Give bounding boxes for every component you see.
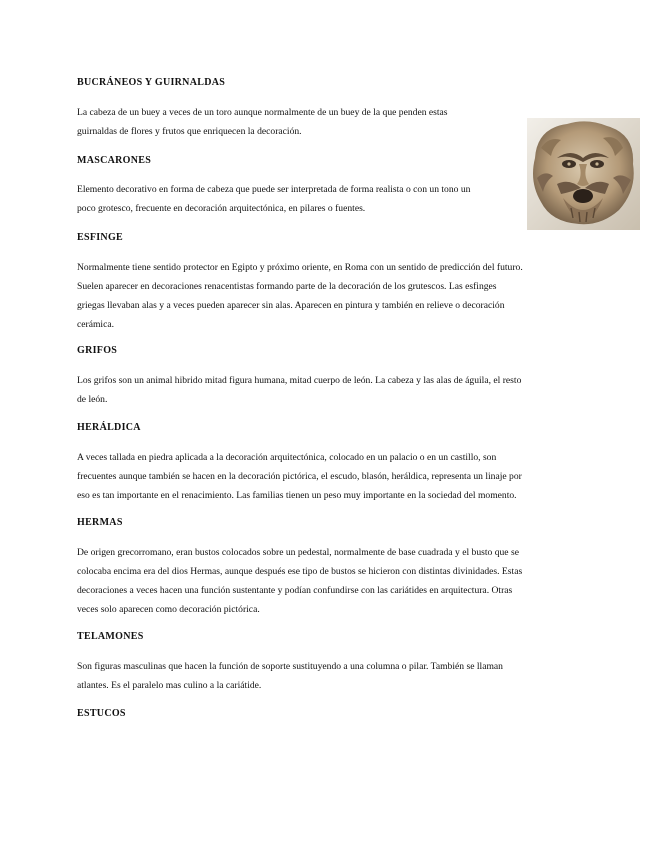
text-line: frecuentes aunque también se hacen en la decoración pictórica, el escudo, blasón, heráldica, representa un linaje por — [77, 471, 522, 482]
heading-bucraneos: BUCRÁNEOS Y GUIRNALDAS — [77, 77, 226, 88]
paragraph-esfinge — [77, 258, 523, 334]
text-line: Los grifos son un animal hibrido mitad figura humana, mitad cuerpo de león. La cabeza y las alas de águila, el resto — [77, 375, 522, 386]
heading-hermas: HERMAS — [77, 517, 123, 528]
text-line: griegas llevaban alas y a veces pueden aparecer sin alas. Aparecen en pintura y también en relieve o decoración — [77, 300, 505, 311]
text-line: eso es tan importante en el renacimiento. Las familias tienen un peso muy importante en la sociedad del momento. — [77, 490, 517, 501]
text-line: decoraciones a veces hacen una función sustentante y podían confundirse con las cariátides en arquitectura. Otras — [77, 585, 513, 596]
heading-telamones: TELAMONES — [77, 631, 144, 642]
text-line: A veces tallada en piedra aplicada a la decoración arquitectónica, colocado en un palacio o en un castillo, son — [77, 452, 497, 463]
text-line: atlantes. Es el paralelo mas culino a la cariátide. — [77, 680, 262, 691]
heading-grifos: GRIFOS — [77, 345, 118, 356]
paragraph-hermas — [77, 543, 522, 619]
paragraph-mascarones — [77, 180, 470, 218]
paragraph-telamones — [77, 657, 503, 695]
text-line: de león. — [77, 394, 108, 405]
heading-heraldica: HERÁLDICA — [77, 422, 141, 433]
text-line: Elemento decorativo en forma de cabeza que puede ser interpretada de forma realista o con un tono un — [77, 184, 471, 195]
heading-esfinge: ESFINGE — [77, 232, 124, 243]
heading-estucos: ESTUCOS — [77, 708, 126, 719]
paragraph-heraldica — [77, 448, 522, 505]
paragraph-grifos — [77, 371, 521, 409]
heading-mascarones: MASCARONES — [77, 155, 152, 166]
text-line: colocaba encima era del dios Hermas, aunque después ese tipo de bustos se hicieron con distintas divinidades. Estas — [77, 566, 523, 577]
text-line: De origen grecorromano, eran bustos colocados sobre un pedestal, normalmente de base cuadrada y el busto que se — [77, 547, 519, 558]
text-line: La cabeza de un buey a veces de un toro aunque normalmente de un buey de la que penden estas — [77, 107, 448, 118]
text-line: guirnaldas de flores y frutos que enriquecen la decoración. — [77, 126, 302, 137]
text-line: poco grotesco, frecuente en decoración arquitectónica, en pilares o fuentes. — [77, 203, 366, 214]
text-line: veces solo aparecen como decoración pictórica. — [77, 604, 260, 615]
text-line: Normalmente tiene sentido protector en Egipto y próximo oriente, en Roma con un sentido de predicción del futuro. — [77, 262, 523, 273]
paragraph-bucraneos — [77, 103, 448, 141]
mascaron-photo — [527, 118, 640, 230]
text-line: Son figuras masculinas que hacen la función de soporte sustituyendo a una columna o pilar. También se llaman — [77, 661, 503, 672]
mascaron-face-illustration — [527, 118, 640, 230]
text-line: cerámica. — [77, 319, 115, 330]
text-line: Suelen aparecer en decoraciones renacentistas formando parte de la decoración de los grutescos. Las esfinges — [77, 281, 497, 292]
